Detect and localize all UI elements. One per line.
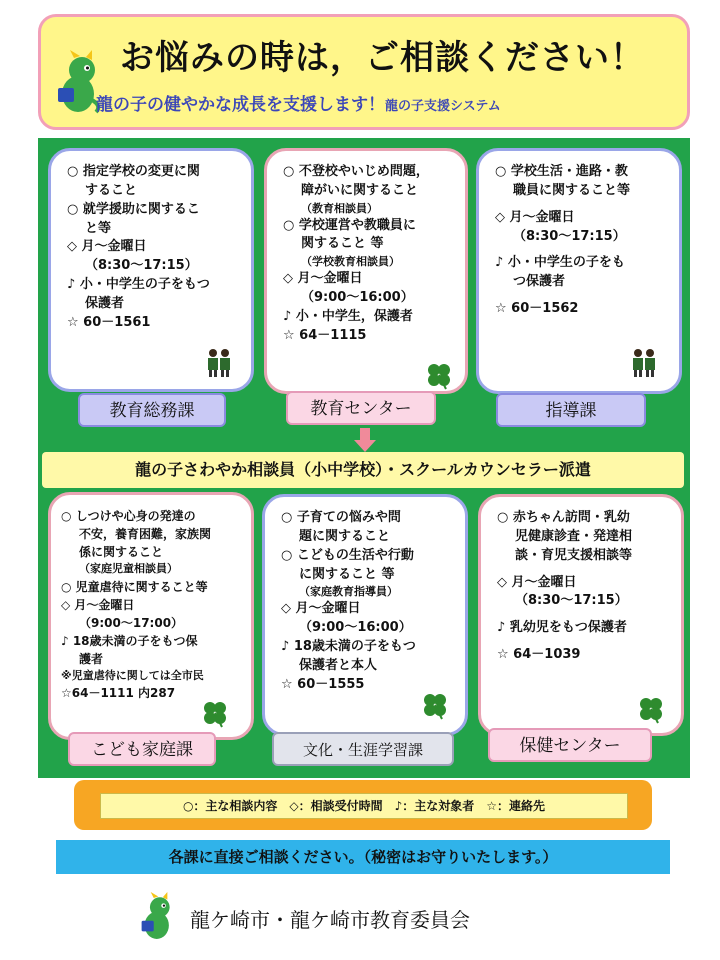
card-phone: ☆ 60－1561 <box>67 314 151 330</box>
card-line: 保護者と本人 <box>299 657 378 673</box>
students-icon <box>205 348 233 378</box>
card-line: 題に関すること <box>299 528 391 544</box>
card-phone: ☆ 60－1555 <box>281 676 365 692</box>
card-line: すること <box>85 182 138 198</box>
card-line: 護者 <box>79 651 104 666</box>
clover-icon <box>200 698 230 728</box>
card-line: と等 <box>85 220 112 236</box>
page-title: お悩みの時は，ご相談ください！ <box>120 38 645 78</box>
label-kyoiku-center: 教育センター <box>286 391 436 425</box>
card-line: つ保護者 <box>513 274 566 290</box>
card-line: （家庭教育指導員） <box>299 585 398 599</box>
card-kyoiku-center <box>264 148 468 394</box>
card-phone: ☆ 64－1039 <box>497 647 581 663</box>
card-line: ◇ 月～金曜日 <box>61 597 135 612</box>
card-line: ○ 指定学校の変更に関 <box>67 164 200 179</box>
card-line: ♪ 18歳未満の子をもつ保 <box>61 633 198 648</box>
label-shidou: 指導課 <box>496 393 646 427</box>
card-line: ♪ 小・中学生の子をも <box>495 255 625 271</box>
card-line: （8:30～17:15） <box>85 258 198 274</box>
subtitle-text: 龍の子の健やかな成長を支援します！ <box>96 95 385 115</box>
card-line: ○ 就学援助に関するこ <box>67 201 200 217</box>
label-kodomo-katei: こども家庭課 <box>68 732 216 766</box>
card-phone: ☆ 60－1562 <box>495 301 579 317</box>
down-arrow-icon <box>354 428 376 452</box>
card-line: に関すること 等 <box>299 566 395 582</box>
card-line: ○ 子育ての悩みや問 <box>281 510 401 525</box>
card-line: ○ 学校運営や教職員に <box>283 217 416 233</box>
card-line: 談・育児支援相談等 <box>515 547 633 563</box>
counselor-banner: 龍の子さわやか相談員（小中学校）・スクールカウンセラー派遣 <box>42 452 684 488</box>
card-line: 係に関すること <box>79 545 164 559</box>
card-line: （9:00～16:00） <box>299 620 412 636</box>
card-line: ♪ 小・中学生の子をもつ <box>67 277 210 293</box>
card-line: ♪ 乳幼児をもつ保護者 <box>497 620 627 636</box>
card-phone: ☆64－1111 内287 <box>61 686 176 700</box>
clover-icon <box>636 694 666 724</box>
card-line: （9:00～16:00） <box>301 290 414 306</box>
card-line: ♪ 小・中学生，保護者 <box>283 308 413 324</box>
clover-icon <box>420 690 450 720</box>
card-line: ○ こどもの生活や行動 <box>281 547 414 563</box>
card-line: （教育相談員） <box>301 201 378 215</box>
card-line: ◇ 月～金曜日 <box>67 239 147 255</box>
card-line: ※児童虐待に関しては全市民 <box>61 668 204 682</box>
card-line: （家庭児童相談員） <box>79 562 178 575</box>
notice-bar: 各課に直接ご相談ください。（秘密はお守りいたします。） <box>56 840 670 874</box>
page-subtitle <box>96 90 501 115</box>
card-line: ◇ 月～金曜日 <box>281 601 361 617</box>
subtitle-system-name: 龍の子支援システム <box>385 99 501 114</box>
students-icon <box>630 348 658 378</box>
card-line: 児健康診査・発達相 <box>515 528 633 544</box>
card-line: ○ 児童虐待に関すること等 <box>61 579 208 594</box>
card-line: ◇ 月～金曜日 <box>497 574 577 590</box>
card-phone: ☆ 64－1115 <box>283 327 367 343</box>
card-line: （学校教育相談員） <box>301 255 400 269</box>
legend-text: ○：主な相談内容 ◇：相談受付時間 ♪：主な対象者 ☆：連絡先 <box>100 793 628 819</box>
card-line: （8:30～17:15） <box>515 593 628 609</box>
dragon-mascot-icon <box>52 50 102 116</box>
card-line: 不安，養育困難，家族関 <box>79 527 212 541</box>
card-line: ◇ 月～金曜日 <box>495 209 575 225</box>
clover-icon <box>424 360 454 390</box>
card-line: （9:00～17:00） <box>79 615 184 630</box>
card-line: 保護者 <box>85 295 125 311</box>
label-bunka-shogai: 文化・生涯学習課 <box>272 732 454 766</box>
label-hoken-center: 保健センター <box>488 728 652 762</box>
card-line: 職員に関すること等 <box>513 182 631 198</box>
card-line: 関すること 等 <box>301 236 384 252</box>
card-line: ○ 学校生活・進路・教 <box>495 164 628 179</box>
card-line: ○ しつけや心身の発達の <box>61 509 196 523</box>
card-line: ○ 不登校やいじめ問題， <box>283 164 429 179</box>
card-line: ○ 赤ちゃん訪問・乳幼 <box>497 510 630 525</box>
card-line: 障がいに関すること <box>301 182 419 198</box>
label-kyoiku-soumu: 教育総務課 <box>78 393 226 427</box>
card-line: （8:30～17:15） <box>513 228 626 244</box>
dragon-mascot-icon <box>136 892 176 942</box>
footer-organization: 龍ケ崎市・龍ケ崎市教育委員会 <box>190 908 470 932</box>
card-line: ◇ 月～金曜日 <box>283 271 363 287</box>
card-line: ♪ 18歳未満の子をもつ <box>281 639 416 654</box>
